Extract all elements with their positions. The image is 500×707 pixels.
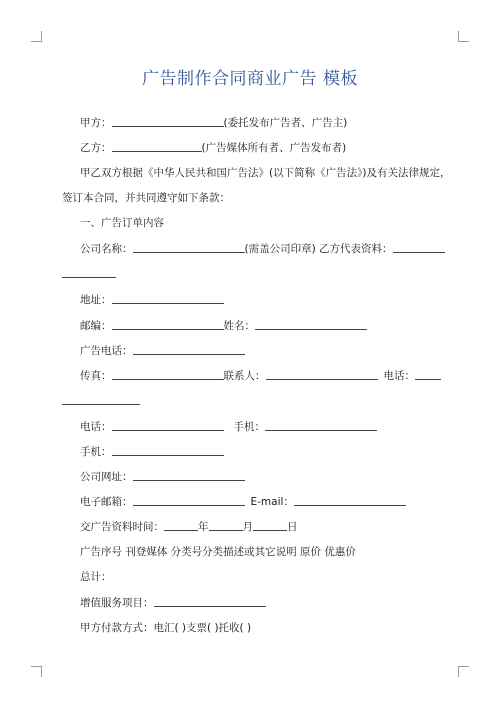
company-name-line-cont	[62, 266, 116, 281]
mobile-inline-label: 手机：	[233, 421, 265, 433]
payment-options[interactable]: 电汇( )支票( )托收( )	[153, 622, 252, 634]
party-b-blank[interactable]	[112, 140, 202, 152]
mobile-inline-blank[interactable]	[265, 419, 377, 431]
rep-phone-label: 电话：	[383, 370, 415, 382]
company-name-line	[80, 241, 445, 256]
email-en-blank[interactable]	[294, 494, 406, 506]
name-blank[interactable]	[255, 318, 367, 330]
page-corner-mark-bottom-left	[31, 666, 42, 677]
payment-label: 甲方付款方式：	[80, 622, 154, 634]
year-blank[interactable]	[164, 519, 198, 531]
document-title: 广告制作合同商业广告 模板	[142, 69, 358, 89]
party-b-label: 乙方：	[80, 142, 112, 154]
company-name-blank[interactable]	[133, 241, 245, 253]
month-blank[interactable]	[209, 519, 243, 531]
company-name-note: (需盖公司印章) 乙方代表资料：	[244, 243, 393, 255]
party-b-note: (广告媒体所有者、广告发布者)	[201, 142, 347, 154]
intro-line-2: 签订本合同，并共同遵守如下条款：	[62, 192, 230, 204]
fax-blank[interactable]	[112, 368, 224, 380]
address-label: 地址：	[80, 294, 112, 306]
total-line: 总计：	[80, 571, 112, 583]
contact-label: 联系人：	[223, 370, 266, 382]
company-name-label: 公司名称：	[80, 243, 133, 255]
website-blank[interactable]	[133, 469, 245, 481]
rep-phone-blank-cont[interactable]	[62, 393, 140, 405]
year-label: 年	[198, 521, 209, 533]
email-blank[interactable]	[133, 494, 245, 506]
website-label: 公司网址：	[80, 471, 133, 483]
month-label: 月	[242, 521, 253, 533]
ad-phone-label: 广告电话：	[80, 345, 133, 357]
day-label: 日	[287, 521, 298, 533]
postcode-blank[interactable]	[112, 318, 224, 330]
mobile-blank[interactable]	[112, 444, 224, 456]
address-blank[interactable]	[112, 292, 224, 304]
value-added-label: 增值服务项目：	[80, 597, 154, 609]
party-b-line	[80, 140, 346, 155]
intro-line-1: 甲乙双方根据《中华人民共和国广告法》(以下简称《广告法》)及有关法律规定，	[80, 167, 451, 179]
party-a-line	[80, 115, 347, 130]
postcode-line	[80, 318, 367, 333]
submit-time-label: 交广告资料时间：	[80, 521, 164, 533]
ad-phone-line	[80, 343, 245, 358]
party-a-note: (委托发布广告者、广告主)	[223, 117, 348, 129]
page-corner-mark-bottom-right	[458, 666, 469, 677]
party-b-rep-blank[interactable]	[393, 241, 445, 253]
party-a-blank[interactable]	[112, 115, 224, 127]
ad-phone-blank[interactable]	[133, 343, 245, 355]
phone-line	[80, 419, 377, 434]
mobile-label: 手机：	[80, 446, 112, 458]
phone-label: 电话：	[80, 421, 112, 433]
rep-phone-blank[interactable]	[415, 368, 441, 380]
email-line	[80, 494, 406, 509]
ad-columns-line: 广告序号 刊登媒体 分类号分类描述或其它说明 原价 优惠价	[80, 546, 356, 558]
address-line	[80, 292, 224, 307]
section-1-heading: 一、广告订单内容	[80, 217, 164, 229]
website-line	[80, 469, 245, 484]
payment-line	[80, 621, 251, 635]
fax-line	[80, 368, 441, 383]
contact-blank[interactable]	[266, 368, 378, 380]
postcode-label: 邮编：	[80, 320, 112, 332]
submit-time-line	[80, 519, 298, 534]
day-blank[interactable]	[253, 519, 287, 531]
mobile-line	[80, 444, 224, 459]
name-label: 姓名：	[223, 320, 255, 332]
phone-blank[interactable]	[112, 419, 224, 431]
email-label: 电子邮箱：	[80, 496, 133, 508]
email-en-label: E-mail：	[250, 496, 294, 508]
party-a-label: 甲方：	[80, 117, 112, 129]
party-b-rep-blank-cont[interactable]	[62, 266, 116, 278]
value-added-line	[80, 595, 266, 610]
value-added-blank[interactable]	[154, 595, 266, 607]
fax-line-cont	[62, 393, 140, 408]
page-corner-mark-top-right	[458, 31, 469, 42]
page-corner-mark-top-left	[31, 31, 42, 42]
fax-label: 传真：	[80, 370, 112, 382]
